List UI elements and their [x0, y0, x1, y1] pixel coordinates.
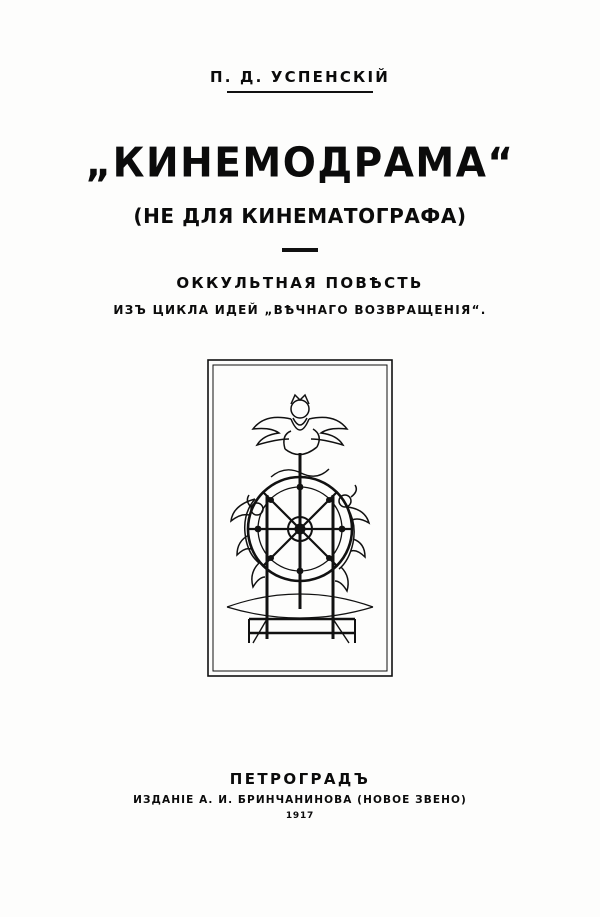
- publisher-name: ИЗДАНІЕ А. И. БРИНЧАНИНОВА (НОВОЕ ЗВЕНО): [133, 794, 467, 806]
- author-underline: [227, 91, 373, 93]
- book-title: „КИНЕМОДРАМА“: [85, 139, 515, 188]
- wheel-of-fortune-illustration: [205, 357, 395, 679]
- publication-city: ПЕТРОГРАДЪ: [229, 770, 371, 788]
- title-divider: [282, 248, 318, 252]
- genre-line: ОККУЛЬТНАЯ ПОВѢСТЬ: [176, 274, 424, 292]
- series-line: ИЗЪ ЦИКЛА ИДЕЙ „ВѢЧНАГО ВОЗВРАЩЕНІЯ“.: [113, 303, 487, 317]
- imprint-block: [0, 770, 600, 821]
- publication-year: 1917: [285, 811, 315, 821]
- author-name: П. Д. УСПЕНСКІЙ: [209, 67, 391, 87]
- book-subtitle: (НЕ ДЛЯ КИНЕМАТОГРАФА): [133, 204, 467, 228]
